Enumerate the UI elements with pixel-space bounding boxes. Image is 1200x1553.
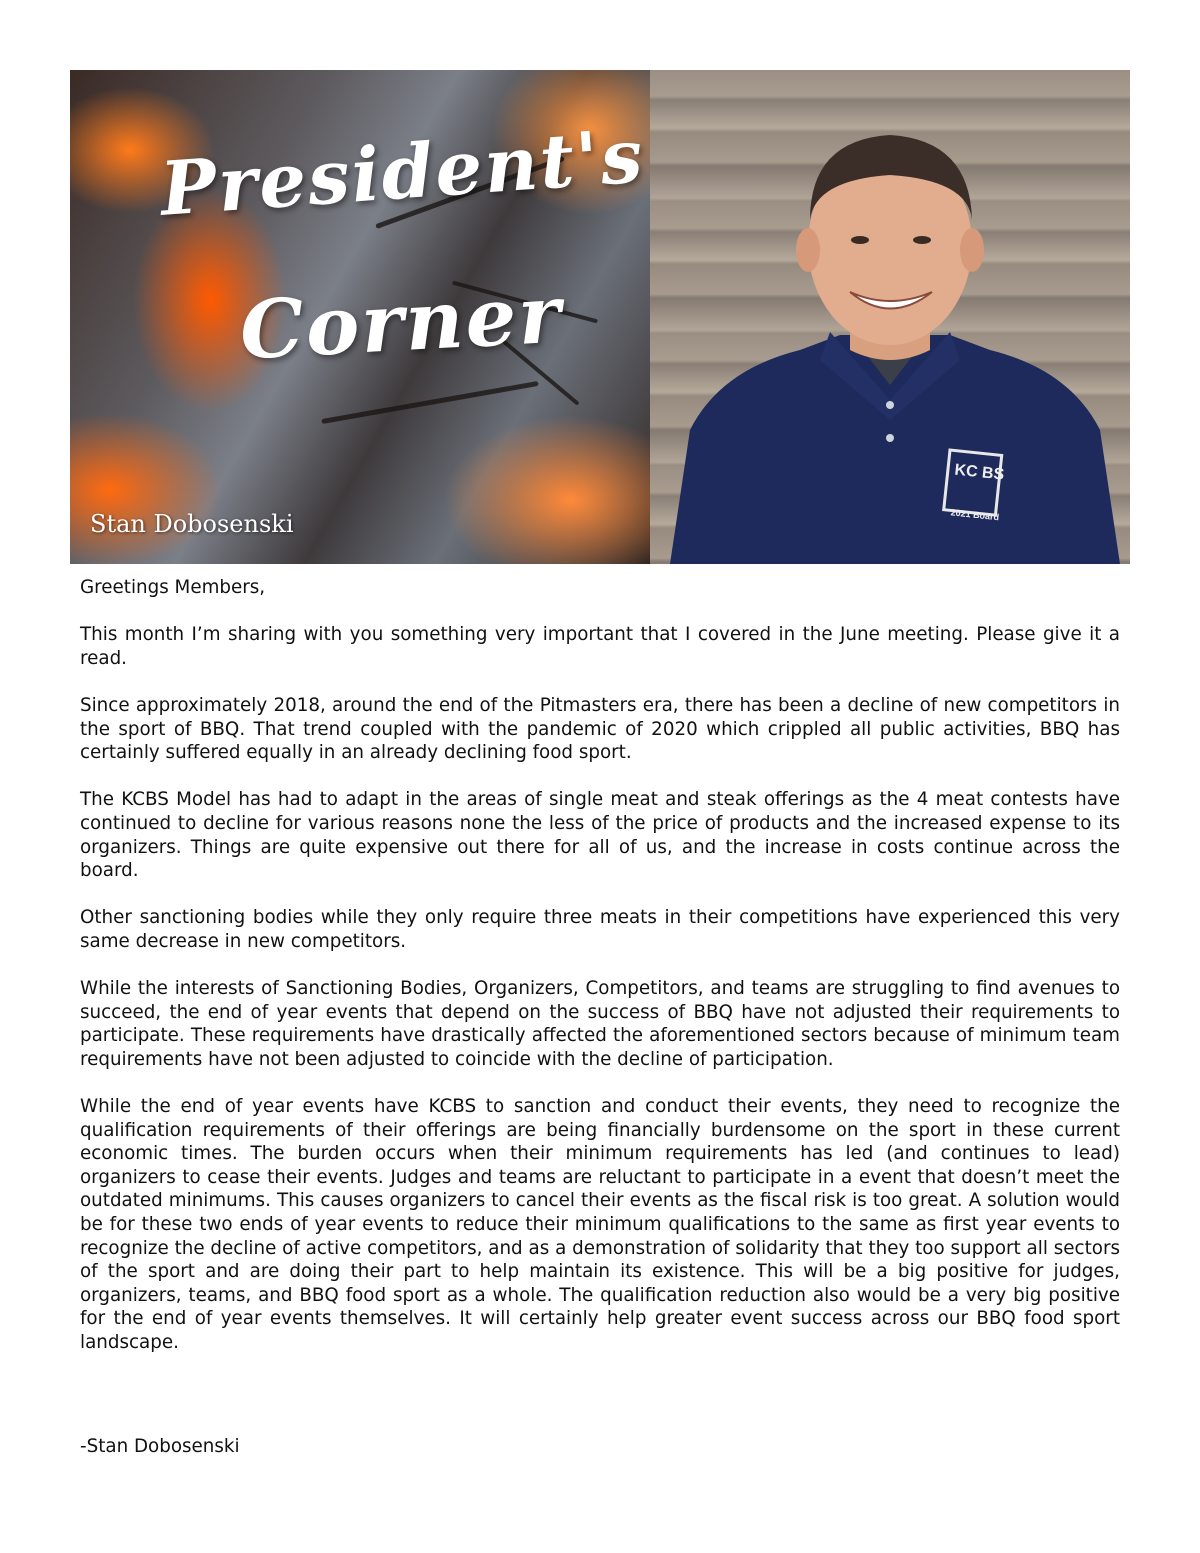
letter-body — [80, 576, 1120, 1378]
letter-paragraph: While the end of year events have KCBS to sanction and conduct their events, they need to recognize the qualification requirements of their offerings are being financially burdensome on the sport in these current economic times. The burden occurs when their minimum requirements has led (and continues to lead) organizers to cease their events. Judges and teams are reluctant to participate in a event that doesn’t meet the outdated minimums. This causes organizers to cancel their events as the fiscal risk is too great. A solution would be for these two ends of year events to reduce their minimum qualifications to the same as first year events to recognize the decline of active competitors, and as a demonstration of solidarity that they too support all sectors of the sport and are doing their part to help maintain its existence. This will be a big positive for judges, organizers, teams, and BBQ food sport as a whole. The qualification reduction also would be a very big positive for the end of year events themselves. It will certainly help greater event success across our BBQ food sport landscape. — [80, 1096, 1120, 1353]
shirt-logo-letters: KC BS — [953, 461, 1005, 484]
letter-paragraph: Since approximately 2018, around the end of the Pitmasters era, there has been a decline of new competitors in the sport of BBQ. That trend coupled with the pandemic of 2020 which crippled all public activities, BBQ has certainly suffered equally in an already declining food sport. — [80, 694, 1120, 764]
letter-greeting: Greetings Members, — [80, 577, 266, 598]
letter-paragraph: Other sanctioning bodies while they only require three meats in their competitions have experienced this very same decrease in new competitors. — [80, 907, 1120, 952]
portrait-illustration — [650, 70, 1130, 564]
letter-signature: -Stan Dobosenski — [80, 1436, 240, 1457]
header-banner — [70, 70, 1130, 564]
letter-paragraph: This month I’m sharing with you something very important that I covered in the June meeting. Please give it a read. — [80, 624, 1120, 669]
letter-paragraph: The KCBS Model has had to adapt in the areas of single meat and steak offerings as the 4 meat contests have continued to decline for various reasons none the less of the price of products and the increased expense to its organizers. Things are quite expensive out there for all of us, and the increase in costs continue across the board. — [80, 789, 1120, 882]
banner-title-line2: Corner — [237, 266, 565, 378]
banner-title-line1: President's — [157, 113, 648, 233]
fire-wood-image — [70, 70, 650, 564]
shirt-logo — [946, 447, 1009, 522]
letter-paragraph: While the interests of Sanctioning Bodies, Organizers, Competitors, and teams are struggling to find avenues to succeed, the end of year events that depend on the success of BBQ have not adjusted their requirements to participate. These requirements have drastically affected the aforementioned sectors because of minimum team requirements have not been adjusted to coincide with the decline of participation. — [80, 978, 1120, 1070]
shirt-logo-sub: 2021 Board — [950, 507, 1000, 523]
president-portrait — [650, 70, 1130, 564]
banner-caption: Stan Dobosenski — [90, 510, 294, 538]
